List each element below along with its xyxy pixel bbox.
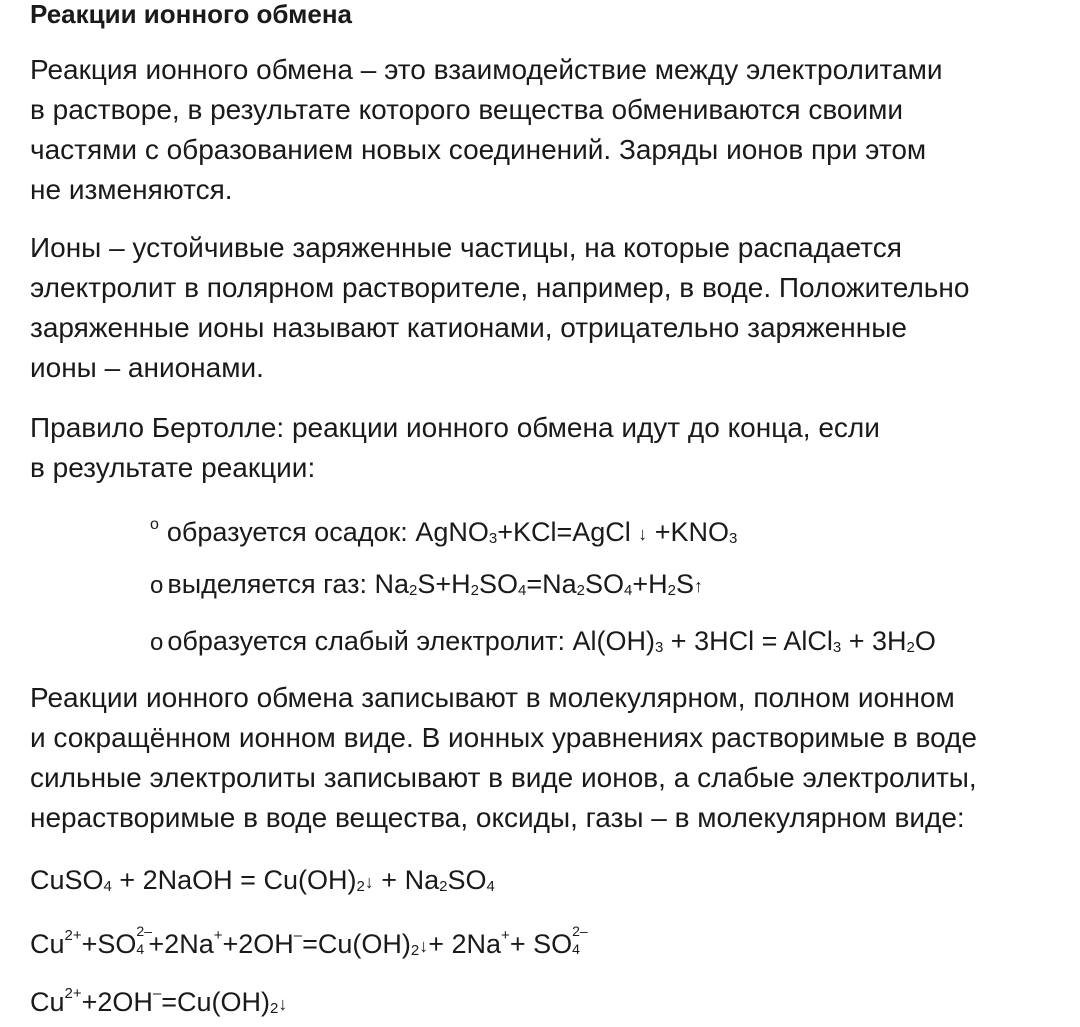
formula-superscript: 2– [136, 923, 152, 939]
text-line: Правило Бертолле: реакции ионного обмена идут до конца, если [30, 412, 880, 443]
formula-part: +2OH [81, 987, 153, 1017]
formula-subscript: 2 [439, 878, 448, 895]
text-line: и сокращённом ионном виде. В ионных уравнениях растворимые в воде [30, 722, 977, 753]
formula-part: Al(OH) [572, 626, 655, 656]
formula-part: CuSO [30, 865, 104, 895]
formula-superscript: 2+ [64, 927, 82, 944]
formula-part: +2OH [222, 929, 294, 959]
formula-subscript: 3 [832, 639, 842, 656]
formula-part: =Cu(OH) [161, 987, 271, 1017]
formula-part: Cu [30, 987, 65, 1017]
text-line: Реакции ионного обмена записывают в молекулярном, полном ионном [30, 682, 955, 713]
formula-part: +KNO [647, 517, 730, 547]
definition-paragraph [30, 50, 1070, 210]
bullet-marker-icon: o [150, 629, 164, 656]
full-ionic-equation [30, 918, 588, 969]
formula-part: + 2Na [428, 929, 502, 959]
formula-subscript: 3 [488, 530, 498, 547]
formula-part: SO [447, 865, 487, 895]
formula-subscript: 4 [624, 582, 633, 599]
formula-subscript: 2 [270, 1000, 279, 1017]
formula-part: S+H [417, 569, 471, 599]
formula-part: +SO [81, 929, 137, 959]
formula-part: +2Na [148, 929, 214, 959]
formula-subscript: 2 [356, 878, 365, 895]
formula-part: Na [374, 569, 410, 599]
formula-subscript: 2 [906, 639, 915, 656]
bullet-text: выделяется газ: [167, 569, 375, 599]
formula-part: +H [632, 569, 668, 599]
formula-subscript: 3 [729, 530, 738, 547]
page-title: Реакции ионного обмена [30, 0, 353, 29]
formula-subscript: 3 [654, 639, 664, 656]
formula-part: + Na [373, 865, 440, 895]
formula-part: S [675, 569, 694, 599]
formula-part: +KCl=AgCl [497, 517, 639, 547]
short-ionic-equation [30, 976, 287, 1027]
bullet-gas [150, 566, 703, 609]
molecular-equation [30, 862, 495, 905]
formula-superscript: – [293, 927, 303, 944]
formula-part: + 3HCl = AlCl [663, 626, 833, 656]
formula-sub-sup [136, 923, 152, 959]
formula-part: + 3H [841, 626, 907, 656]
bullet-text: образуется осадок: [166, 517, 416, 547]
formula-subscript: 2 [409, 582, 418, 599]
precipitate-arrow-icon: ↓ [638, 524, 648, 544]
formula-part: + SO [509, 929, 573, 959]
text-line: ионы – анионами. [30, 352, 264, 383]
text-line: заряженные ионы называют катионами, отрицательно заряженные [30, 312, 907, 343]
text-line: электролит в полярном растворителе, например, в воде. Положительно [30, 272, 970, 303]
formula-part: =Na [526, 569, 577, 599]
text-line: Реакция ионного обмена – это взаимодействие между электролитами [30, 54, 943, 85]
bullet-weak-electrolyte [150, 623, 936, 666]
formula-part: Cu [30, 929, 65, 959]
gas-arrow-icon: ↑ [694, 576, 703, 596]
bullet-precipitate [150, 507, 737, 557]
text-line: нерастворимые в воде вещества, оксиды, газы – в молекулярном виде: [30, 802, 965, 833]
formula-part: SO [585, 569, 625, 599]
formula-subscript: 4 [572, 941, 580, 957]
formula-part: O [914, 626, 936, 656]
precipitate-arrow-icon: ↓ [364, 872, 374, 892]
formula-subscript: 4 [136, 941, 145, 957]
text-line: Ионы – устойчивые заряженные частицы, на которые распадается [30, 232, 902, 263]
bullet-marker-icon: o [150, 516, 159, 533]
bullet-marker-icon: o [150, 572, 164, 599]
formula-part: =Cu(OH) [302, 929, 411, 959]
text-line: частями с образованием новых соединений. Заряды ионов при этом [30, 134, 927, 165]
formula-subscript: 2 [410, 942, 420, 959]
formula-subscript: 4 [103, 878, 112, 895]
precipitate-arrow-icon: ↓ [419, 936, 429, 956]
bullet-text: образуется слабый электролит: [167, 626, 573, 656]
formula-sub-sup [572, 923, 588, 959]
formula-superscript: + [213, 927, 223, 944]
formula-superscript: – [152, 985, 162, 1002]
formula-subscript: 4 [486, 878, 495, 895]
text-line: в результате реакции: [30, 452, 316, 483]
formula-part: + 2NaOH = Cu(OH) [111, 865, 357, 895]
formula-subscript: 2 [667, 582, 676, 599]
precipitate-arrow-icon: ↓ [278, 994, 288, 1014]
formula-subscript: 2 [470, 582, 479, 599]
formula-superscript: 2– [572, 923, 588, 939]
formula-superscript: + [501, 927, 510, 944]
text-line: сильные электролиты записывают в виде ионов, а слабые электролиты, [30, 762, 977, 793]
berthollet-rule-paragraph [30, 408, 1070, 488]
notation-paragraph [30, 678, 1070, 838]
formula-superscript: 2+ [64, 985, 82, 1002]
text-line: в растворе, в результате которого вещества обмениваются своими [30, 94, 904, 125]
formula-part: SO [479, 569, 519, 599]
formula-subscript: 4 [518, 582, 527, 599]
formula-part: AgNO [415, 517, 489, 547]
formula-subscript: 2 [576, 582, 585, 599]
text-line: не изменяются. [30, 174, 233, 205]
ions-paragraph [30, 228, 1070, 388]
